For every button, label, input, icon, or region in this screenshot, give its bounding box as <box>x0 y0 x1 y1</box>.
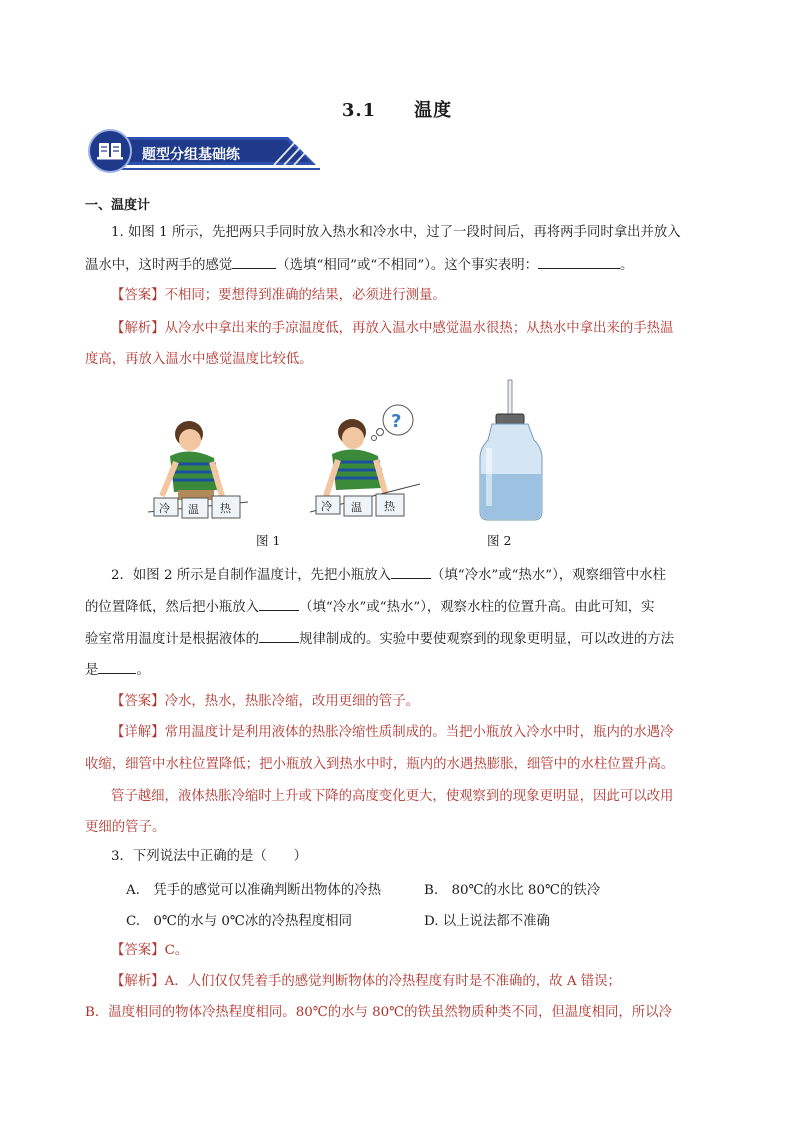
section-heading: 一、温度计 <box>85 198 151 213</box>
figure2-bottle <box>476 378 546 524</box>
svg-text:热: 热 <box>220 502 231 515</box>
banner-label: 题型分组基础练 <box>142 147 240 163</box>
q2-line1-b: （填“冷水”或“热水”），观察细管中水柱 <box>430 568 666 583</box>
figure1-boy-right <box>310 404 420 522</box>
q2-line1 <box>111 566 736 585</box>
q3-option-b: B. 80℃的水比 80℃的铁冷 <box>424 883 601 898</box>
q2-line4 <box>85 661 710 680</box>
basin-cold-2 <box>316 496 340 514</box>
title-number: 3.1 <box>341 100 377 121</box>
q3-option-c: C. 0℃的水与 0℃冰的冷热程度相同 <box>126 914 352 929</box>
q2-line4-b: 。 <box>136 663 150 678</box>
q1-line2 <box>85 256 710 275</box>
thought-bubble <box>372 405 414 441</box>
q2-line2-b: （填“冷水”或“热水”），观察水柱的位置升高。由此可知，实 <box>299 600 655 615</box>
q2-answer <box>111 693 736 711</box>
blank-1 <box>232 256 276 269</box>
basin-cold <box>154 498 178 516</box>
svg-text:热: 热 <box>384 500 395 513</box>
blank-4 <box>259 598 299 611</box>
figure1-boy-left <box>148 412 248 524</box>
basin-warm <box>182 498 208 518</box>
q2-line3 <box>85 630 710 649</box>
q2-detail-line2: 收缩，细管中水柱位置降低；把小瓶放入到热水中时，瓶内的水遇热膨胀，细管中的水柱位置升高。 <box>85 757 675 772</box>
q3-analysis-line1 <box>111 973 736 991</box>
q3-analysis-line2: B．温度相同的物体冷热程度相同。80℃的水与 80℃的铁虽然物质种类不同，但温度相同，所以冷 <box>85 1005 672 1020</box>
q2-line3-a: 验室常用温度计是根据液体的 <box>85 632 260 647</box>
basin-hot-2 <box>376 494 404 516</box>
svg-text:冷: 冷 <box>159 502 170 515</box>
analysis-tag-3: 【解析】 <box>111 974 165 989</box>
q3-option-d: D. 以上说法都不准确 <box>424 914 550 929</box>
q2-line4-a: 是 <box>85 663 99 678</box>
detail-tag: 【详解】 <box>111 725 165 740</box>
blank-6 <box>98 661 136 674</box>
basin-hot <box>212 496 240 518</box>
q1-line2-b: （选填“相同”或“不相同”）。这个事实表明： <box>276 258 539 273</box>
q1-analysis-text1: 从冷水中拿出来的手凉温度低，再放入温水中感觉温水很热；从热水中拿出来的手热温 <box>164 321 674 336</box>
title-text: 温度 <box>414 100 453 121</box>
q1-line1: 1. 如图 1 所示，先把两只手同时放入热水和冷水中，过了一段时间后，再将两手同时拿出并放入 <box>111 225 681 240</box>
svg-text:温: 温 <box>351 501 362 514</box>
book-icon-circle <box>89 130 131 172</box>
q2-line2-a: 的位置降低，然后把小瓶放入 <box>85 600 260 615</box>
q2-detail-text1: 常用温度计是利用液体的热胀冷缩性质制成的。当把小瓶放入冷水中时，瓶内的水遇冷 <box>164 725 674 740</box>
svg-text:温: 温 <box>188 503 199 516</box>
q3-answer-text: C。 <box>164 943 189 958</box>
analysis-tag: 【解析】 <box>111 321 165 336</box>
q1-answer <box>111 287 736 305</box>
figure1-caption: 图 1 <box>256 533 281 548</box>
q3-answer <box>111 942 736 960</box>
q1-analysis-line1 <box>111 320 736 338</box>
q1-analysis-line2: 度高，再放入温水中感觉温度比较低。 <box>85 352 313 367</box>
answer-tag: 【答案】 <box>111 288 165 303</box>
blank-2 <box>538 256 620 269</box>
q2-detail-line4: 更细的管子。 <box>85 820 166 835</box>
q2-answer-text: 冷水，热水，热胀冷缩，改用更细的管子。 <box>164 694 419 709</box>
question-mark-icon: ? <box>391 411 402 432</box>
svg-text:冷: 冷 <box>321 500 332 513</box>
q2-line2 <box>85 598 710 617</box>
page-title <box>0 96 794 122</box>
figure2-caption: 图 2 <box>487 533 512 548</box>
q3-analysis-text1: A．人们仅仅凭着手的感觉判断物体的冷热程度有时是不准确的，故 A 错误； <box>164 974 621 989</box>
q2-line3-b: 规律制成的。实验中要使观察到的现象更明显，可以改进的方法 <box>299 632 675 647</box>
q2-detail-line3: 管子越细，液体热胀冷缩时上升或下降的高度变化更大，使观察到的现象更明显，因此可以改用 <box>111 789 674 804</box>
answer-tag-3: 【答案】 <box>111 943 165 958</box>
q1-line2-c: 。 <box>620 258 634 273</box>
blank-5 <box>259 630 299 643</box>
q2-detail-line1 <box>111 724 736 742</box>
q3-stem: 3．下列说法中正确的是（ ） <box>111 849 307 864</box>
q2-line1-a: 2．如图 2 所示是自制作温度计，先把小瓶放入 <box>111 568 391 583</box>
blank-3 <box>391 566 431 579</box>
q1-line2-a: 温水中，这时两手的感觉 <box>85 258 233 273</box>
q3-option-a: A. 凭手的感觉可以准确判断出物体的冷热 <box>126 883 381 898</box>
basin-warm-2 <box>344 496 372 516</box>
q1-answer-text: 不相同；要想得到准确的结果，必须进行测量。 <box>164 288 446 303</box>
answer-tag-2: 【答案】 <box>111 694 165 709</box>
